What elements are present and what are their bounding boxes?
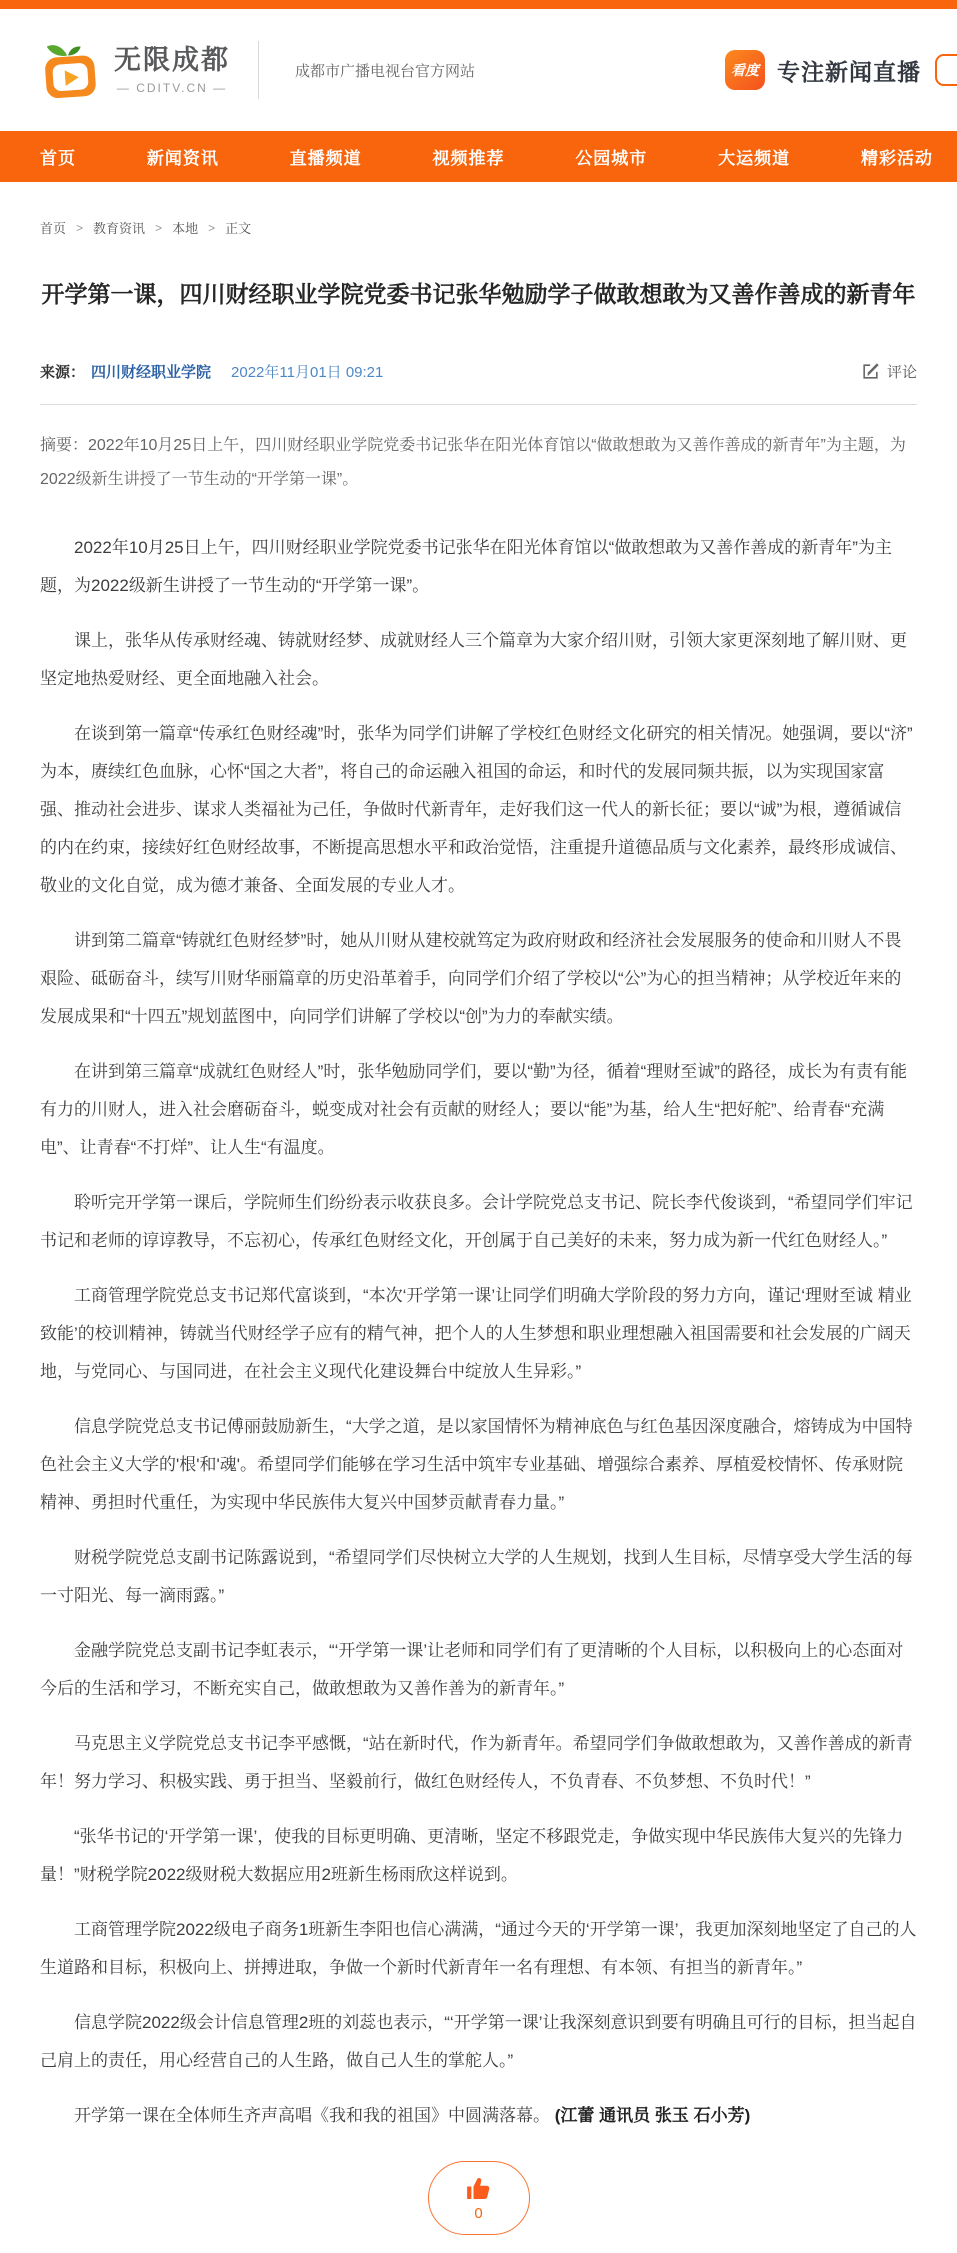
publish-date: 2022年11月01日 09:21 <box>231 364 384 381</box>
article-meta-row <box>40 361 917 382</box>
paragraph: 在谈到第一篇章“传承红色财经魂”时，张华为同学们讲解了学校红色财经文化研究的相关情况。她强调，要以“济”为本，赓续红色血脉，心怀“国之大者”，将自己的命运融入祖国的命运，和时代的发展同频共振，以为实现国家富强、推动社会进步、谋求人类福祉为己任，争做时代新青年，走好我们这一代人的新长征；要以“诚”为根，遵循诚信的内在约束，接续好红色财经故事，不断提高思想水平和政治觉悟，注重提升道德品质与文化素养，最终形成诚信、敬业的文化自觉，成为德才兼备、全面发展的专业人才。 <box>40 724 913 895</box>
comment-label: 评论 <box>886 364 917 381</box>
paragraph: “张华书记的‘开学第一课’，使我的目标更明确、更清晰，坚定不移跟党走，争做实现中华民族伟大复兴的先锋力量！”财税学院2022级财税大数据应用2班新生杨雨欣这样说到。 <box>40 1827 904 1884</box>
closing-text: 开学第一课在全体师生齐声高唱《我和我的祖国》中圆满落幕。 <box>74 2106 550 2125</box>
breadcrumb-current: 正文 <box>225 221 252 236</box>
paragraph: 工商管理学院2022级电子商务1班新生李阳也信心满满，“通过今天的‘开学第一课’，我更加深刻地坚定了自己的人生道路和目标，积极向上、拼搏进取，争做一个新时代新青年一名有理想、有本领、有担当的新青年。” <box>40 1920 917 1977</box>
logo-title: 无限成都 <box>114 45 230 75</box>
source-link[interactable]: 四川财经职业学院 <box>91 364 212 381</box>
breadcrumb-separator: > <box>155 220 163 235</box>
article-title: 开学第一课，四川财经职业学院党委书记张华勉励学子做敢想敢为又善作善成的新青年 <box>41 281 916 307</box>
nav-item-live[interactable]: 直播频道 <box>289 149 362 168</box>
paragraph: 课上，张华从传承财经魂、铸就财经梦、成就财经人三个篇章为大家介绍川财，引领大家更深刻地了解川财、更坚定地热爱财经、更全面地融入社会。 <box>40 631 907 688</box>
site-logo[interactable] <box>40 39 230 101</box>
paragraph: 财税学院党总支副书记陈露说到，“希望同学们尽快树立大学的人生规划，找到人生目标，尽情享受大学生活的每一寸阳光、每一滴雨露。” <box>40 1548 913 1605</box>
comment-button[interactable] <box>861 361 917 382</box>
paragraph: 讲到第二篇章“铸就红色财经梦”时，她从川财从建校就笃定为政府财政和经济社会发展服务的使命和川财人不畏艰险、砥砺奋斗，续写川财华丽篇章的历史沿革着手，向同学们介绍了学校以“公”为心的担当精神；从学校近年来的发展成果和“十四五”规划蓝图中，向同学们讲解了学校以“创”为力的奉献实绩。 <box>40 931 902 1026</box>
paragraph: 信息学院2022级会计信息管理2班的刘蕊也表示，“‘开学第一课’让我深刻意识到要有明确且可行的目标，担当起自己肩上的责任，用心经营自己的人生路，做自己人生的掌舵人。” <box>40 2013 917 2070</box>
breadcrumb-separator: > <box>76 220 84 235</box>
kandu-app-icon[interactable]: 看度 <box>725 50 765 90</box>
paragraph: 在讲到第三篇章“成就红色财经人”时，张华勉励同学们，要以“勤”为径，循着“理财至诚”的路径，成长为有责有能有力的川财人，进入社会磨砺奋斗，蜕变成对社会有贡献的财经人；要以“能”为基，给人生“把好舵”、给青春“充满电”、让青春“不打烊”、让人生“有温度。 <box>40 1062 907 1157</box>
nav-item-universiade[interactable]: 大运频道 <box>718 149 791 168</box>
paragraph: 工商管理学院党总支书记郑代富谈到，“本次‘开学第一课’让同学们明确大学阶段的努力方向，谨记‘理财至诚 精业致能’的校训精神，铸就当代财经学子应有的精气神，把个人的人生梦想和职业理想融入祖国需要和社会发展的广阔天地，与党同心、与国同进，在社会主义现代化建设舞台中绽放人生异彩。” <box>40 1286 912 1381</box>
byline: (江蕾 通讯员 张玉 石小芳) <box>554 2106 751 2125</box>
header-right <box>725 50 957 90</box>
top-accent-strip <box>0 0 957 9</box>
logo-domain: — CDITV.CN — <box>116 81 228 95</box>
meta-divider <box>40 404 917 405</box>
header-slogan: 专注新闻直播 <box>777 58 921 85</box>
app-download-button-partial[interactable] <box>935 54 957 86</box>
header-divider <box>258 41 259 99</box>
paragraph: 马克思主义学院党总支书记李平感慨，“站在新时代，作为新青年。希望同学们争做敢想敢为，又善作善成的新青年！努力学习、积极实践、勇于担当、坚毅前行，做红色财经传人，不负青春、不负梦想、不负时代！” <box>40 1734 913 1791</box>
like-count: 0 <box>474 2205 483 2222</box>
paragraph: 聆听完开学第一课后，学院师生们纷纷表示收获良多。会计学院党总支书记、院长李代俊谈到，“希望同学们牢记书记和老师的谆谆教导，不忘初心，传承红色财经文化，开创属于自己美好的未来，努力成为新一代红色财经人。” <box>40 1193 913 1250</box>
site-header <box>0 9 957 131</box>
site-tagline: 成都市广播电视台官方网站 <box>295 62 476 80</box>
like-section <box>0 2161 957 2235</box>
logo-text <box>114 45 230 95</box>
article <box>0 275 957 2135</box>
nav-item-home[interactable]: 首页 <box>40 149 76 168</box>
breadcrumb-education[interactable]: 教育资讯 <box>93 221 146 236</box>
paragraph: 金融学院党总支副书记李虹表示，“‘开学第一课’让老师和同学们有了更清晰的个人目标，以积极向上的心态面对今后的生活和学习，不断充实自己，做敢想敢为又善作善为的新青年。” <box>40 1641 904 1698</box>
article-body <box>40 529 917 2135</box>
main-nav <box>0 131 957 182</box>
paragraph: 2022年10月25日上午，四川财经职业学院党委书记张华在阳光体育馆以“做敢想敢为又善作善成的新青年”为主题，为2022级新生讲授了一节生动的“开学第一课”。 <box>40 538 892 595</box>
nav-item-activities[interactable]: 精彩活动 <box>860 149 933 168</box>
closing-paragraph <box>40 2097 917 2135</box>
compose-icon <box>861 362 880 381</box>
tv-logo-icon <box>40 39 102 101</box>
nav-item-video[interactable]: 视频推荐 <box>432 149 505 168</box>
paragraph: 信息学院党总支书记傅丽鼓励新生，“大学之道，是以家国情怀为精神底色与红色基因深度融合，熔铸成为中国特色社会主义大学的'根'和'魂'。希望同学们能够在学习生活中筑牢专业基础、增强综合素养、厚植爱校情怀、传承财院精神、勇担时代重任，为实现中华民族伟大复兴中国梦贡献青春力量。” <box>40 1417 913 1512</box>
nav-item-park-city[interactable]: 公园城市 <box>575 149 648 168</box>
article-meta <box>40 361 383 382</box>
article-abstract: 摘要：2022年10月25日上午，四川财经职业学院党委书记张华在阳光体育馆以“做敢想敢为又善作善成的新青年”为主题，为2022级新生讲授了一节生动的“开学第一课”。 <box>40 437 906 488</box>
like-button[interactable] <box>428 2161 530 2235</box>
breadcrumb-home[interactable]: 首页 <box>40 221 67 236</box>
thumbs-up-icon <box>464 2174 494 2204</box>
breadcrumb-local[interactable]: 本地 <box>172 221 199 236</box>
source-label: 来源： <box>40 364 86 381</box>
breadcrumb-separator: > <box>208 220 216 235</box>
breadcrumb <box>40 218 917 237</box>
nav-item-news[interactable]: 新闻资讯 <box>146 149 219 168</box>
